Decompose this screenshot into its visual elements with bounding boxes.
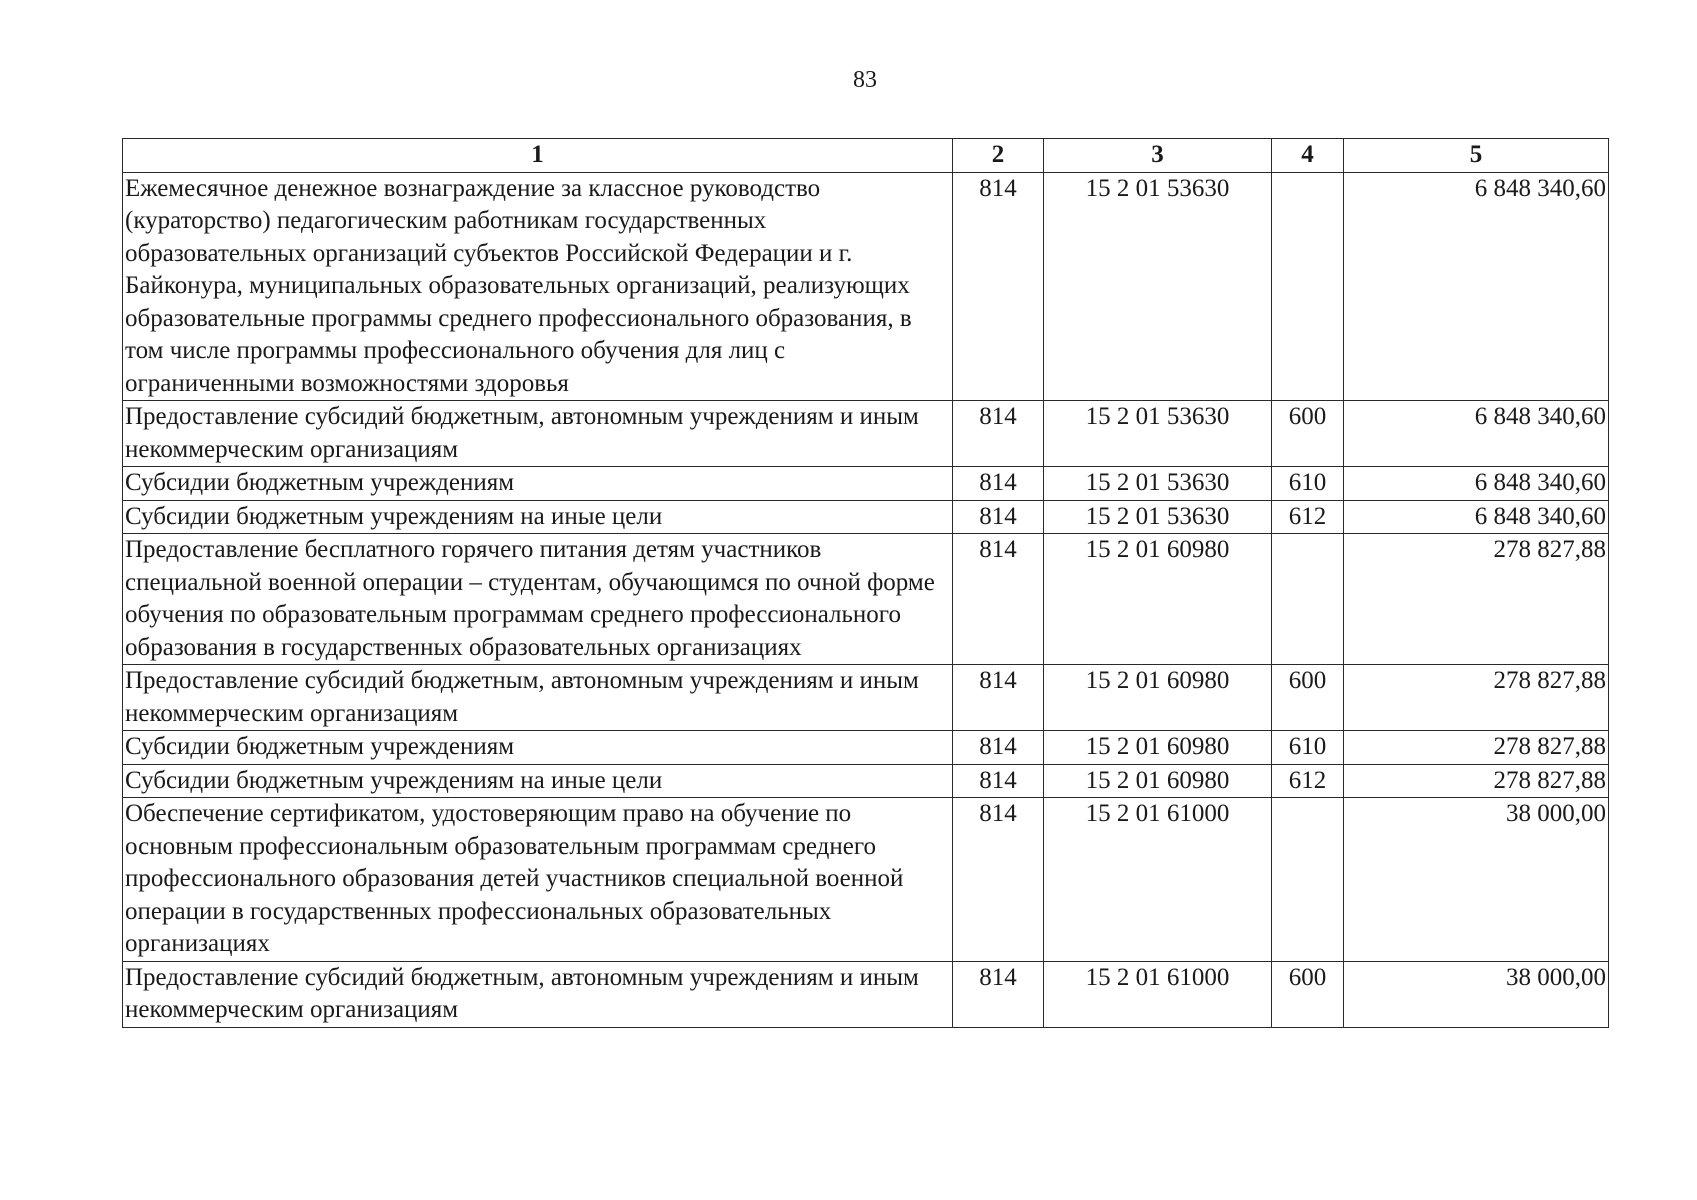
column-header-4: 4 bbox=[1272, 139, 1344, 173]
target-article-cell: 15 2 01 61000 bbox=[1044, 961, 1272, 1027]
page-number: 83 bbox=[853, 67, 877, 93]
expense-type-cell: 610 bbox=[1272, 731, 1344, 765]
amount-cell: 278 827,88 bbox=[1344, 665, 1609, 731]
table-header-row bbox=[123, 139, 1609, 173]
expense-type-cell: 600 bbox=[1272, 665, 1344, 731]
table-body bbox=[123, 172, 1609, 1027]
target-article-cell: 15 2 01 53630 bbox=[1044, 500, 1272, 534]
budget-table bbox=[122, 138, 1609, 1028]
column-header-1: 1 bbox=[123, 139, 953, 173]
amount-cell: 6 848 340,60 bbox=[1344, 401, 1609, 467]
expense-name-cell: Субсидии бюджетным учреждениям bbox=[123, 731, 953, 765]
expense-type-cell bbox=[1272, 798, 1344, 962]
expense-name-cell: Предоставление субсидий бюджетным, автономным учреждениям и иным некоммерческим организациям bbox=[123, 961, 953, 1027]
target-article-cell: 15 2 01 61000 bbox=[1044, 798, 1272, 962]
expense-type-cell bbox=[1272, 172, 1344, 401]
target-article-cell: 15 2 01 53630 bbox=[1044, 172, 1272, 401]
table-row bbox=[123, 401, 1609, 467]
amount-cell: 278 827,88 bbox=[1344, 534, 1609, 665]
ministry-code-cell: 814 bbox=[953, 172, 1044, 401]
amount-cell: 6 848 340,60 bbox=[1344, 172, 1609, 401]
target-article-cell: 15 2 01 60980 bbox=[1044, 534, 1272, 665]
ministry-code-cell: 814 bbox=[953, 731, 1044, 765]
target-article-cell: 15 2 01 53630 bbox=[1044, 467, 1272, 501]
amount-cell: 6 848 340,60 bbox=[1344, 467, 1609, 501]
ministry-code-cell: 814 bbox=[953, 534, 1044, 665]
expense-type-cell bbox=[1272, 534, 1344, 665]
ministry-code-cell: 814 bbox=[953, 500, 1044, 534]
table-row bbox=[123, 731, 1609, 765]
expense-type-cell: 610 bbox=[1272, 467, 1344, 501]
expense-name-cell: Субсидии бюджетным учреждениям bbox=[123, 467, 953, 501]
table-row bbox=[123, 500, 1609, 534]
ministry-code-cell: 814 bbox=[953, 665, 1044, 731]
expense-name-cell: Предоставление субсидий бюджетным, автономным учреждениям и иным некоммерческим организациям bbox=[123, 401, 953, 467]
table-row bbox=[123, 665, 1609, 731]
expense-type-cell: 612 bbox=[1272, 500, 1344, 534]
amount-cell: 6 848 340,60 bbox=[1344, 500, 1609, 534]
target-article-cell: 15 2 01 53630 bbox=[1044, 401, 1272, 467]
table-row bbox=[123, 172, 1609, 401]
target-article-cell: 15 2 01 60980 bbox=[1044, 764, 1272, 798]
expense-name-cell: Субсидии бюджетным учреждениям на иные цели bbox=[123, 500, 953, 534]
expense-name-cell: Обеспечение сертификатом, удостоверяющим право на обучение по основным профессиональным образовательным программам среднего профессионального образования детей участников специальной военной операции в государственных профессиональных образовательных организациях bbox=[123, 798, 953, 962]
table-row bbox=[123, 534, 1609, 665]
amount-cell: 38 000,00 bbox=[1344, 961, 1609, 1027]
expense-type-cell: 600 bbox=[1272, 961, 1344, 1027]
expense-name-cell: Субсидии бюджетным учреждениям на иные цели bbox=[123, 764, 953, 798]
column-header-5: 5 bbox=[1344, 139, 1609, 173]
table-row bbox=[123, 467, 1609, 501]
amount-cell: 278 827,88 bbox=[1344, 764, 1609, 798]
column-header-3: 3 bbox=[1044, 139, 1272, 173]
expense-name-cell: Предоставление бесплатного горячего питания детям участников специальной военной операции – студентам, обучающимся по очной форме обучения по образовательным программам среднего профессионального образования в государственных образовательных организациях bbox=[123, 534, 953, 665]
table-row bbox=[123, 798, 1609, 962]
table-row bbox=[123, 764, 1609, 798]
ministry-code-cell: 814 bbox=[953, 764, 1044, 798]
table-row bbox=[123, 961, 1609, 1027]
amount-cell: 278 827,88 bbox=[1344, 731, 1609, 765]
ministry-code-cell: 814 bbox=[953, 961, 1044, 1027]
target-article-cell: 15 2 01 60980 bbox=[1044, 665, 1272, 731]
expense-type-cell: 612 bbox=[1272, 764, 1344, 798]
expense-type-cell: 600 bbox=[1272, 401, 1344, 467]
expense-name-cell: Ежемесячное денежное вознаграждение за классное руководство (кураторство) педагогическим работникам государственных образовательных организаций субъектов Российской Федерации и г. Байконура, муниципальных образовательных организаций, реализующих образовательные программы среднего профессионального образования, в том числе программы профессионального обучения для лиц с ограниченными возможностями здоровья bbox=[123, 172, 953, 401]
ministry-code-cell: 814 bbox=[953, 401, 1044, 467]
ministry-code-cell: 814 bbox=[953, 798, 1044, 962]
amount-cell: 38 000,00 bbox=[1344, 798, 1609, 962]
column-header-2: 2 bbox=[953, 139, 1044, 173]
expense-name-cell: Предоставление субсидий бюджетным, автономным учреждениям и иным некоммерческим организациям bbox=[123, 665, 953, 731]
ministry-code-cell: 814 bbox=[953, 467, 1044, 501]
target-article-cell: 15 2 01 60980 bbox=[1044, 731, 1272, 765]
